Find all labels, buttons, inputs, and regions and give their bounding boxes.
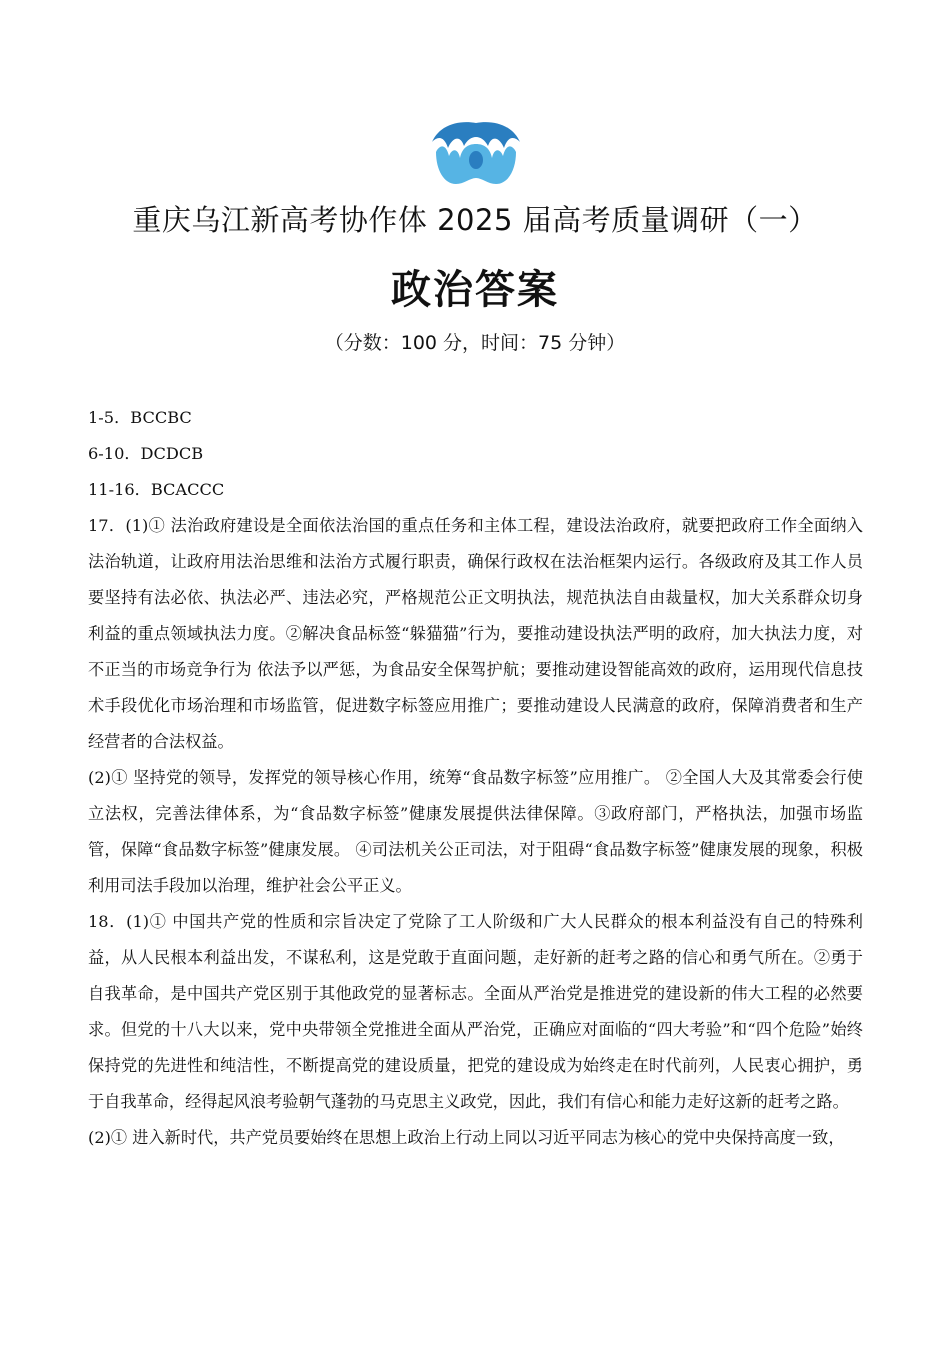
mc-answers-1-5: 1-5．BCCBC [88,408,192,427]
q18-part1: 18．(1)① 中国共产党的性质和宗旨决定了党除了工人阶级和广大人民群众的根本利益没有自己的特殊利益，从人民根本利益出发，不谋私利，这是党敢于直面问题，走好新的赶考之路的信心和勇气所在。②勇于自我革命，是中国共产党区别于其他政党的显著标志。全面从严治党是推进党的建设新的伟大工程的必然要求。但党的十八大以来，党中央带领全党推进全面从严治党，正确应对面临的“四大考验”和“四个危险”始终保持党的先进性和纯洁性，不断提高党的建设质量，把党的建设成为始终走在时代前列，人民衷心拥护，勇于自我革命，经得起风浪考验朝气蓬勃的马克思主义政党，因此，我们有信心和能力走好这新的赶考之路。 [88,912,863,1111]
mc-answers-11-16: 11-16．BCACCC [88,480,225,499]
q17-part2: (2)① 坚持党的领导，发挥党的领导核心作用，统筹“食品数字标签”应用推广。 ②全国人大及其常委会行使立法权，完善法律体系，为“食品数字标签”健康发展提供法律保障。③政府部门，严格执法，加强市场监管，保障“食品数字标签”健康发展。 ④司法机关公正司法，对于阻碍“食品数字标签”健康发展的现象，积极利用司法手段加以治理，维护社会公平正义。 [88,768,863,895]
answer-body [88,400,863,1156]
q17-part1: 17．(1)① 法治政府建设是全面依法治国的重点任务和主体工程，建设法治政府，就要把政府工作全面纳入法治轨道，让政府用法治思维和法治方式履行职责，确保行政权在法治框架内运行。各级政府及其工作人员要坚持有法必依、执法必严、违法必究，严格规范公正文明执法，规范执法自由裁量权，加大关系群众切身利益的重点领域执法力度。②解决食品标签“躲猫猫”行为，要推动建设执法严明的政府，加大执法力度，对不正当的市场竞争行为 依法予以严惩，为食品安全保驾护航；要推动建设智能高效的政府，运用现代信息技术手段优化市场治理和市场监管，促进数字标签应用推广；要推动建设人民满意的政府，保障消费者和生产经营者的合法权益。 [88,516,863,751]
mc-answers-6-10: 6-10．DCDCB [88,444,204,463]
wave-logo-icon [430,118,522,188]
q18-part2: (2)① 进入新时代，共产党员要始终在思想上政治上行动上同以习近平同志为核心的党中央保持高度一致， [88,1128,845,1147]
score-time-info: （分数：100 分，时间：75 分钟） [324,332,626,354]
document-title: 重庆乌江新高考协作体 2025 届高考质量调研（一） [132,203,818,237]
subject-heading: 政治答案 [391,267,559,313]
